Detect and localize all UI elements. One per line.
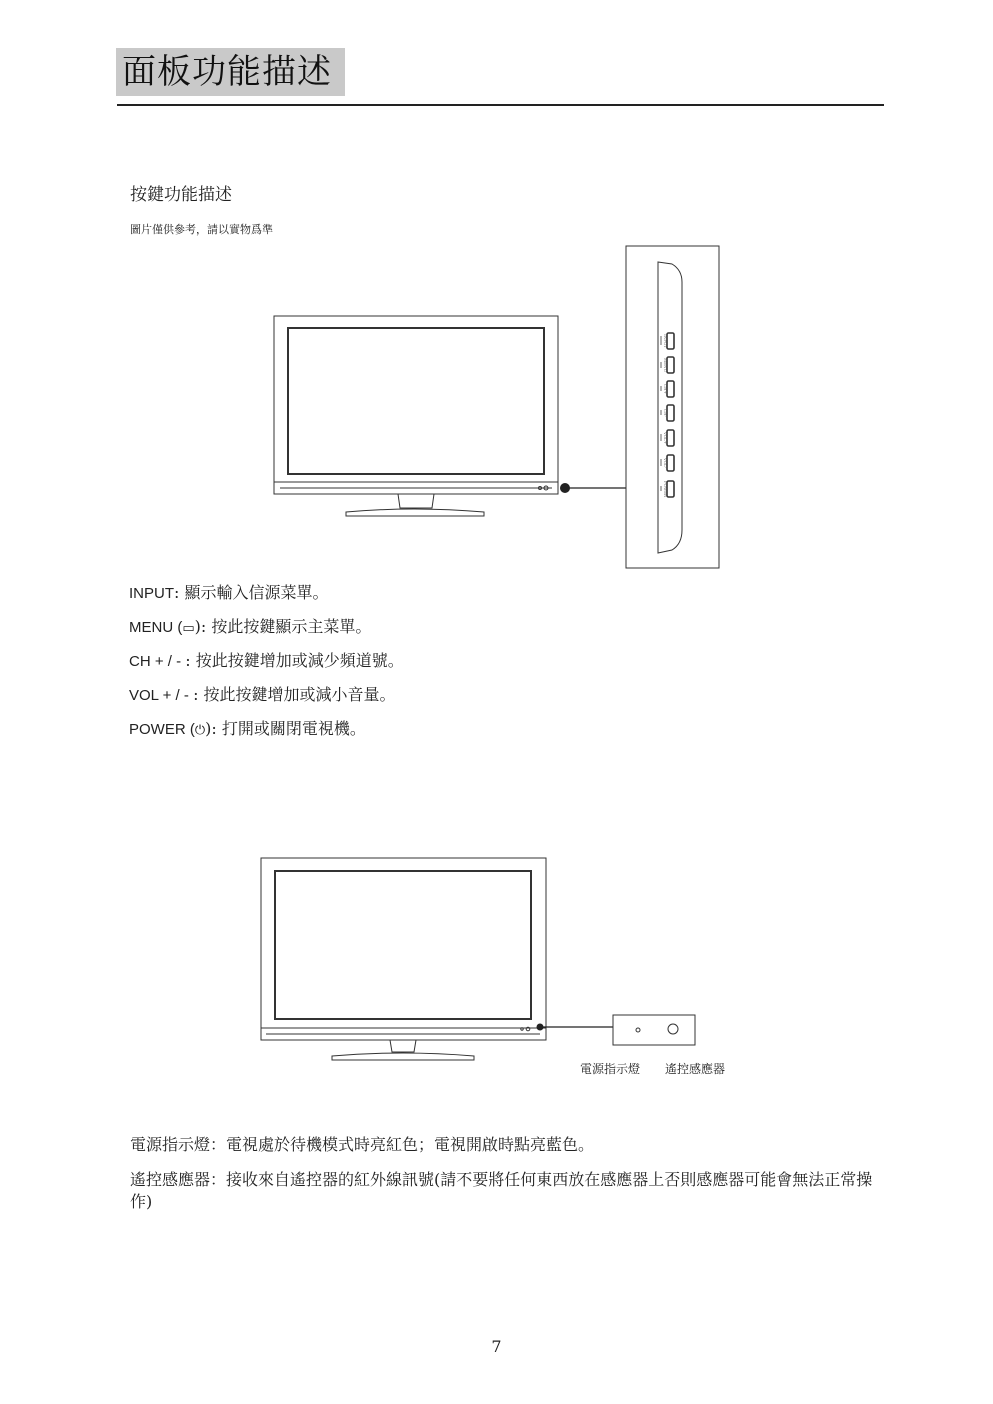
- tv2-bezel: [261, 858, 546, 1040]
- tv-stand-base: [346, 509, 484, 516]
- menu-icon: ▭: [182, 621, 195, 636]
- power-icon: ⏻: [194, 723, 206, 738]
- page-title: 面板功能描述: [116, 48, 345, 96]
- side-panel-box: [626, 246, 719, 568]
- tv2-stand-base: [332, 1053, 474, 1060]
- power-indicator-light: [636, 1028, 640, 1032]
- tv2-screen: [275, 871, 531, 1019]
- remote-sensor-icon: [668, 1024, 678, 1034]
- desc-key: CH + / -: [129, 653, 186, 670]
- desc-key: POWER (: [129, 721, 195, 738]
- section-heading: 按鍵功能描述: [130, 185, 232, 205]
- indicator-box: [613, 1015, 695, 1045]
- desc-key: MENU (: [129, 619, 183, 636]
- desc-power: [129, 718, 404, 752]
- power-light-label: 電源指示燈: [580, 1062, 641, 1076]
- desc-text: ): 按此按鍵顯示主菜單。: [194, 617, 372, 636]
- desc-key: INPUT: [129, 585, 174, 602]
- side-panel-profile: [658, 262, 682, 553]
- desc-key: VOL + / -: [129, 687, 194, 704]
- tv2-led-dot: [521, 1028, 523, 1030]
- desc-text: ): 打開或關閉電視機。: [205, 719, 366, 738]
- panel-button-label: VOL+: [663, 431, 668, 445]
- desc-menu: [129, 616, 404, 650]
- panel-button-label: POWER: [663, 480, 668, 498]
- panel-button-label: VOL-: [663, 457, 668, 469]
- remote-sensor-description: 遙控感應器：接收來自遙控器的紅外線訊號(請不要將任何東西放在感應器上否則感應器可能會無法正常操作): [130, 1170, 873, 1211]
- remote-sensor-label: 遙控感應器: [665, 1062, 726, 1076]
- desc-text: : 按此按鍵增加或減少頻道號。: [185, 651, 404, 670]
- tv-neck: [398, 494, 434, 508]
- desc-ch: [129, 650, 404, 684]
- reference-note: 圖片僅供參考，請以實物爲準: [130, 223, 273, 236]
- panel-button-label: MENU: [663, 358, 668, 372]
- tv-illustration-top: [274, 316, 558, 516]
- button-descriptions: [129, 582, 404, 752]
- tv-illustration-bottom: [261, 858, 546, 1060]
- desc-vol: [129, 684, 404, 718]
- page-number: 7: [491, 1337, 502, 1356]
- panel-button-label: CH-: [663, 409, 668, 417]
- tv-screen: [288, 328, 544, 474]
- desc-text: : 按此按鍵增加或減小音量。: [193, 685, 396, 704]
- tv-bezel: [274, 316, 558, 494]
- desc-input: [129, 582, 404, 616]
- tv2-neck: [390, 1040, 416, 1052]
- desc-text: : 顯示輸入信源菜單。: [174, 583, 329, 602]
- panel-button-label: INPUT: [663, 334, 668, 348]
- panel-button-label: CH+: [663, 384, 668, 394]
- power-light-description: 電源指示燈：電視處於待機模式時亮紅色；電視開啟時點亮藍色。: [130, 1135, 595, 1154]
